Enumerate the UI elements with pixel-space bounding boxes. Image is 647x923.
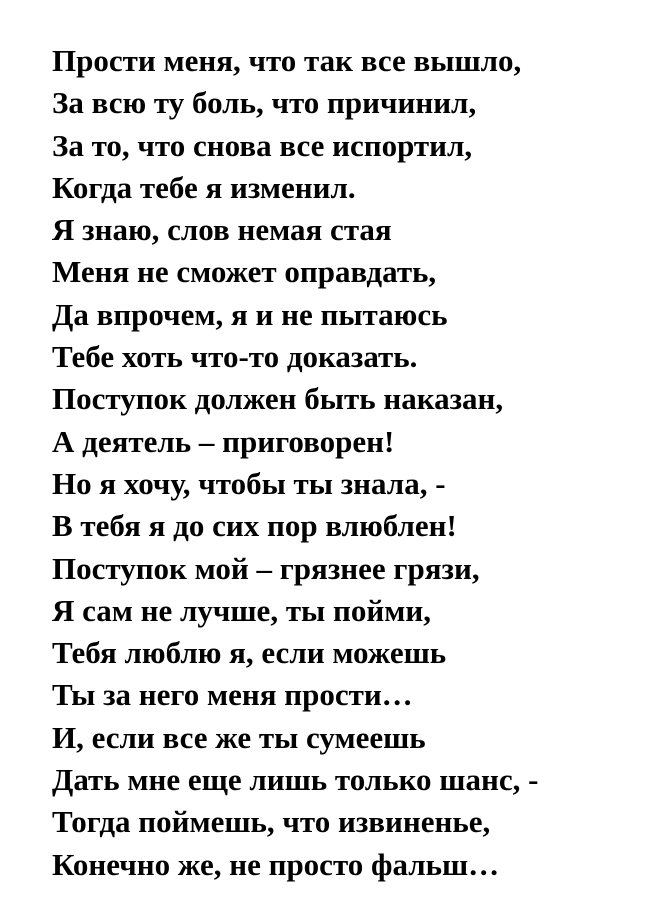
poem-line: За то, что снова все испортил, [52, 127, 473, 163]
poem-line: Дать мне еще лишь только шанс, - [52, 762, 539, 798]
poem-line: Тебя люблю я, если можешь [52, 635, 447, 671]
poem-line: Ты за него меня прости… [52, 677, 413, 713]
poem-line: Поступок должен быть наказан, [52, 381, 504, 417]
poem-line: Тогда поймешь, что извиненье, [52, 804, 491, 840]
poem-line: Конечно же, не просто фальш… [52, 846, 500, 882]
poem-line: Тебе хоть что-то доказать. [52, 339, 418, 375]
poem-line: Прости меня, что так все вышло, [52, 43, 522, 78]
poem-line: За всю ту боль, что причинил, [52, 85, 477, 121]
poem-line: Когда тебе я изменил. [52, 169, 356, 205]
poem-line: А деятель – приговорен! [52, 423, 395, 459]
poem-line: Меня не сможет оправдать, [52, 254, 437, 290]
poem-line: Да впрочем, я и не пытаюсь [52, 296, 448, 332]
poem-text [52, 40, 538, 886]
poem-line: И, если все же ты сумеешь [52, 719, 426, 755]
poem-line: Поступок мой – грязнее грязи, [52, 550, 480, 586]
poem-line: Я сам не лучше, ты пойми, [52, 592, 431, 628]
poem-line: В тебя я до сих пор влюблен! [52, 508, 457, 544]
poem-line: Я знаю, слов немая стая [52, 212, 392, 248]
poem-line: Но я хочу, чтобы ты знала, - [52, 465, 446, 501]
